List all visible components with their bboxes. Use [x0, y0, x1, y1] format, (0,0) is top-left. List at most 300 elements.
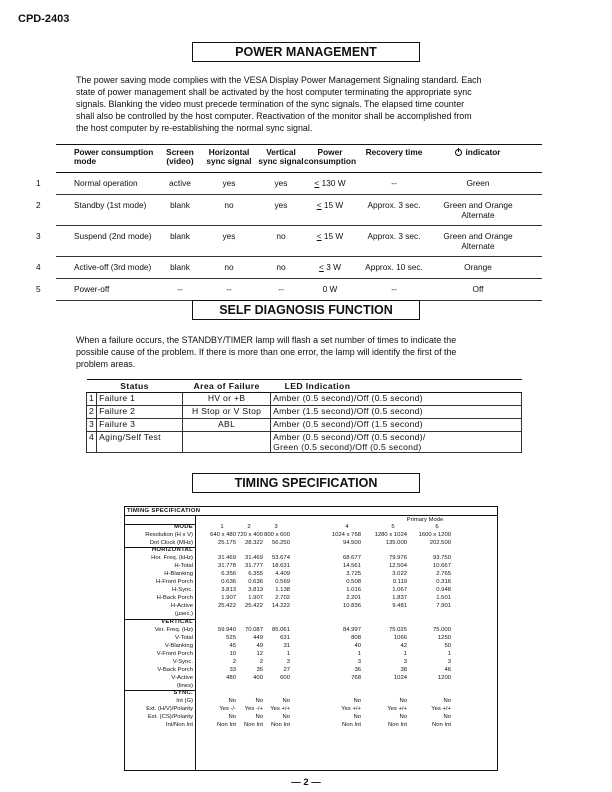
timing-value: 53.674 [271, 555, 290, 562]
timing-value: 75.025 [388, 626, 407, 633]
timing-value: 9.481 [392, 603, 407, 610]
power-table-row [36, 226, 542, 257]
paragraph-line: signals. Blanking the video must precede termination of the sync signals. The elapsed time counter [76, 99, 465, 109]
less-equal-symbol: < [316, 200, 322, 210]
indicator-cell [428, 262, 528, 272]
power-column-header [200, 148, 258, 166]
timing-value: 3 [357, 658, 361, 665]
indicator-line: Off [472, 284, 484, 294]
timing-value: 2 [232, 658, 236, 665]
timing-value: 631 [280, 634, 290, 641]
header-text: sync signal [258, 156, 304, 166]
row-number: 2 [87, 406, 97, 419]
timing-row-label: H-Sync. [172, 587, 193, 594]
timing-row [125, 627, 497, 633]
row-number: 4 [87, 432, 97, 453]
timing-value: 1250 [437, 634, 451, 641]
timing-value: Yes -/+ [244, 706, 263, 713]
timing-value: 31.469 [217, 555, 236, 562]
timing-row-label: MODE [174, 524, 193, 530]
timing-value: 18.631 [271, 563, 290, 570]
timing-value: 1.907 [248, 595, 263, 602]
timing-value: 1 [447, 650, 451, 657]
power-value: 15 W [323, 231, 344, 241]
power-cell [300, 200, 360, 210]
row-number: 3 [36, 231, 41, 241]
timing-value: 449 [253, 634, 263, 641]
self-diagnosis-table [86, 379, 522, 453]
timing-value: 1600 x 1200 [418, 532, 451, 538]
area-cell: HV or +B [183, 393, 271, 406]
timing-value: 36 [354, 666, 361, 673]
timing-specification-title: TIMING SPECIFICATION [192, 473, 420, 493]
timing-value: 14.561 [342, 563, 361, 570]
timing-value: 12.504 [388, 563, 407, 570]
timing-value: 1 [220, 524, 224, 530]
power-value: 130 W [321, 178, 346, 188]
timing-value: 59.940 [217, 626, 236, 633]
hsync-cell: yes [222, 231, 236, 241]
timing-value: 10 [229, 650, 236, 657]
timing-value: 1.837 [392, 595, 407, 602]
indicator-line: Green and Orange [443, 200, 513, 210]
timing-value: 31 [283, 642, 290, 649]
timing-row-label: Ext. (H/V)/Polarity [146, 706, 193, 713]
led-line: Amber (0.5 second)/Off (1.5 second) [273, 419, 423, 429]
timing-row [125, 698, 497, 704]
timing-value: No [353, 714, 361, 721]
timing-value: 5 [391, 524, 395, 530]
timing-value: 1.138 [275, 587, 290, 594]
timing-value: Non Int [388, 722, 407, 729]
indicator-cell [428, 200, 528, 220]
timing-value: No [228, 698, 236, 705]
status-cell: Failure 2 [97, 406, 183, 419]
timing-value: 808 [351, 634, 361, 641]
power-column-header [300, 148, 360, 166]
power-table-row [36, 195, 542, 226]
timing-row-label: H-Back Porch [156, 595, 193, 602]
header-line [158, 157, 202, 166]
timing-value: 0.569 [275, 579, 290, 586]
timing-row [125, 690, 497, 696]
paragraph-line: possible cause of the problem. If there is more than one error, the lamp will identify the first of the [76, 347, 457, 357]
timing-value: 68.677 [342, 555, 361, 562]
timing-row-label: Ext. (CS)/Polarity [147, 714, 193, 721]
indicator-line: Alternate [461, 241, 495, 251]
row-number: 5 [36, 284, 41, 294]
timing-value: 2.201 [346, 595, 361, 602]
hsync-cell: yes [222, 178, 236, 188]
hsync-cell: -- [226, 284, 232, 294]
power-value: 3 W [326, 262, 341, 272]
timing-value: 28.322 [244, 540, 263, 546]
vsync-cell: yes [274, 178, 288, 188]
timing-value: Yes +/+ [270, 706, 290, 713]
timing-row-label: H-Front Porch [156, 579, 193, 586]
timing-value: 400 [253, 674, 263, 681]
less-equal-symbol: < [314, 178, 320, 188]
timing-value: 1066 [393, 634, 407, 641]
timing-value: No [399, 698, 407, 705]
timing-row-label: (lines) [176, 682, 193, 689]
timing-value: 0.636 [221, 579, 236, 586]
self-diagnosis-description [76, 334, 536, 370]
timing-value: 93.750 [432, 555, 451, 562]
led-cell [271, 432, 522, 453]
timing-row-label: Int/Non Int [165, 722, 193, 729]
header-line [358, 148, 430, 157]
timing-value: 1 [357, 650, 361, 657]
led-cell [271, 419, 522, 432]
status-column-header: Status [87, 380, 183, 393]
power-table-row [36, 257, 542, 279]
timing-value: 3.725 [346, 571, 361, 578]
timing-value: Non Int [342, 722, 361, 729]
timing-value: 3.813 [248, 587, 263, 594]
timing-value: 1.067 [392, 587, 407, 594]
timing-value: No [399, 714, 407, 721]
header-text: Recovery time [365, 147, 423, 157]
power-cell [300, 262, 360, 272]
timing-row-label: Ver. Freq. (Hz) [154, 626, 193, 633]
timing-value: 1.016 [346, 587, 361, 594]
timing-value: 10.667 [432, 563, 451, 570]
timing-value: 50 [444, 642, 451, 649]
timing-value: 84.997 [342, 626, 361, 633]
led-line: Amber (0.5 second)/Off (0.5 second)/ [273, 432, 426, 442]
row-number: 1 [36, 178, 41, 188]
mode-cell: Power-off [74, 284, 110, 294]
timing-value: 45 [229, 642, 236, 649]
header-text: Screen [166, 147, 194, 157]
timing-value: 25.175 [217, 540, 236, 546]
row-number: 2 [36, 200, 41, 210]
timing-value: No [443, 698, 451, 705]
timing-value: 6.356 [221, 571, 236, 578]
power-management-table [36, 144, 542, 301]
timing-value: 1200 [437, 674, 451, 681]
timing-row-label: V-Front Porch [156, 650, 193, 657]
timing-value: 0.119 [392, 579, 407, 586]
timing-value: 31.777 [244, 563, 263, 570]
led-line: Green (0.5 second)/Off (0.5 second) [273, 442, 422, 452]
timing-value: 202.500 [429, 540, 451, 546]
timing-value: Non Int [432, 722, 451, 729]
timing-value: 0.316 [436, 579, 451, 586]
timing-value: 6 [435, 524, 439, 530]
timing-value: 0.948 [436, 587, 451, 594]
timing-value: 0.636 [248, 579, 263, 586]
timing-row [125, 659, 497, 665]
timing-value: 10.836 [342, 603, 361, 610]
timing-row-label: VERTICAL [161, 618, 193, 625]
recovery-cell: Approx. 3 sec. [367, 200, 421, 210]
timing-row [125, 706, 497, 712]
power-value: 15 W [323, 200, 344, 210]
header-line [74, 157, 164, 166]
timing-value: 1.907 [221, 595, 236, 602]
timing-value: 2 [247, 524, 251, 530]
timing-value: 768 [351, 674, 361, 681]
timing-row-label: V-Active [171, 674, 193, 681]
timing-row [125, 579, 497, 585]
vsync-cell: yes [274, 200, 288, 210]
timing-value: No [255, 714, 263, 721]
timing-value: 480 [226, 674, 236, 681]
diagnosis-row [87, 406, 522, 419]
header-text: Power consumption [74, 147, 154, 157]
timing-row [125, 651, 497, 657]
timing-value: 1.501 [436, 595, 451, 602]
timing-value: 49 [256, 642, 263, 649]
timing-value: No [353, 698, 361, 705]
timing-row [125, 532, 497, 538]
timing-value: Non Int [217, 722, 236, 729]
timing-value: 2 [259, 658, 263, 665]
timing-row-label: V-Blanking [164, 642, 193, 649]
timing-row-label: H-Total [174, 563, 193, 570]
area-column-header: Area of Failure [183, 380, 271, 393]
timing-value: 3 [274, 524, 278, 530]
timing-value: Non Int [271, 722, 290, 729]
diagnosis-row [87, 419, 522, 432]
timing-value: 3.022 [392, 571, 407, 578]
mode-cell: Normal operation [74, 178, 138, 188]
timing-value: 800 x 600 [264, 532, 290, 538]
status-cell: Aging/Self Test [97, 432, 183, 453]
power-management-title: POWER MANAGEMENT [192, 42, 420, 62]
power-table-row [36, 279, 542, 301]
timing-value: 42 [400, 642, 407, 649]
vsync-cell: no [276, 262, 286, 272]
led-cell [271, 406, 522, 419]
timing-row-label: Dot Clock (MHz) [149, 540, 193, 546]
paragraph-line: shall also be controlled by the host computer. Reactivation of the monitor shall be accomplished from [76, 111, 472, 121]
timing-value: Yes +/+ [387, 706, 407, 713]
timing-row-label: HORIZONTAL [151, 547, 193, 554]
timing-row [125, 667, 497, 673]
row-number: 3 [87, 419, 97, 432]
timing-value: 85.061 [271, 626, 290, 633]
timing-value: 640 x 480 [210, 532, 236, 538]
header-text: (video) [166, 156, 194, 166]
vsync-cell: no [276, 231, 286, 241]
header-text: indicator [465, 147, 501, 157]
timing-value: 3 [403, 658, 407, 665]
timing-row [125, 611, 497, 617]
timing-value: 135.000 [385, 540, 407, 546]
hsync-cell: no [224, 262, 234, 272]
header-line [200, 157, 258, 166]
indicator-line: Alternate [461, 210, 495, 220]
timing-value: 70.087 [244, 626, 263, 633]
timing-value: 3 [447, 658, 451, 665]
timing-value: 33 [229, 666, 236, 673]
timing-value: 2.765 [436, 571, 451, 578]
timing-row [125, 540, 497, 546]
timing-value: 94.500 [342, 540, 361, 546]
power-table-row [36, 173, 542, 195]
power-cell [300, 284, 360, 294]
timing-row [125, 563, 497, 569]
timing-value: 6.355 [248, 571, 263, 578]
timing-value: 38 [400, 666, 407, 673]
indicator-cell [428, 284, 528, 294]
diagnosis-row [87, 393, 522, 406]
timing-value: 720 x 400 [237, 532, 263, 538]
timing-row [125, 722, 497, 728]
timing-value: 1 [403, 650, 407, 657]
timing-row [125, 603, 497, 609]
timing-value: 75.000 [432, 626, 451, 633]
timing-value: 27 [283, 666, 290, 673]
mode-cell: Suspend (2nd mode) [74, 231, 152, 241]
timing-value: Yes -/- [219, 706, 236, 713]
screen-cell: blank [170, 231, 190, 241]
timing-row [125, 619, 497, 625]
timing-row-label: SYNC. [173, 690, 193, 697]
page-number: — 2 — [291, 777, 321, 788]
timing-value: No [228, 714, 236, 721]
hsync-cell: no [224, 200, 234, 210]
timing-value: Non Int [244, 722, 263, 729]
power-column-header [74, 148, 164, 166]
timing-value: 1024 [393, 674, 407, 681]
power-column-header [358, 148, 430, 157]
header-text: consumption [303, 156, 357, 166]
timing-specification-table [124, 506, 498, 771]
recovery-cell: -- [391, 284, 397, 294]
primary-mode-label: Primary Mode [406, 517, 444, 523]
timing-row-label: (µsec.) [174, 611, 193, 618]
timing-value: 7.901 [436, 603, 451, 610]
area-cell: ABL [183, 419, 271, 432]
power-table-header [56, 145, 542, 173]
timing-row [125, 635, 497, 641]
recovery-cell: Approx. 10 sec. [365, 262, 423, 272]
status-cell: Failure 1 [97, 393, 183, 406]
less-equal-symbol: < [316, 231, 322, 241]
header-text: Vertical [266, 147, 296, 157]
screen-cell: blank [170, 262, 190, 272]
recovery-cell: Approx. 3 sec. [367, 231, 421, 241]
header-line [428, 148, 528, 157]
recovery-cell: -- [391, 178, 397, 188]
timing-value: 56.250 [271, 540, 290, 546]
timing-row-label: H-Blanking [164, 571, 193, 578]
power-icon [455, 149, 462, 156]
power-value: 0 W [322, 284, 338, 294]
timing-value: 1280 x 1024 [374, 532, 407, 538]
timing-row [125, 675, 497, 681]
timing-row-label: V-Sync. [172, 658, 193, 665]
timing-row [125, 595, 497, 601]
timing-value: 2.702 [275, 595, 290, 602]
indicator-line: Green [466, 178, 490, 188]
timing-value: Yes +/+ [431, 706, 451, 713]
timing-value: 4 [345, 524, 349, 530]
paragraph-line: The power saving mode complies with the VESA Display Power Management Signaling standard. Each [76, 75, 482, 85]
timing-value: 40 [354, 642, 361, 649]
header-text: Power [317, 147, 343, 157]
timing-value: 79.976 [388, 555, 407, 562]
timing-value: 1 [286, 650, 290, 657]
header-line [300, 157, 360, 166]
timing-value: No [282, 698, 290, 705]
led-column-header: LED Indication [271, 380, 522, 393]
paragraph-line: problem areas. [76, 359, 136, 369]
screen-cell: -- [177, 284, 183, 294]
timing-row [125, 571, 497, 577]
status-cell: Failure 3 [97, 419, 183, 432]
timing-value: 525 [226, 634, 236, 641]
timing-value: 31.778 [217, 563, 236, 570]
self-diagnosis-title: SELF DIAGNOSIS FUNCTION [192, 300, 420, 320]
timing-row [125, 587, 497, 593]
timing-value: 3.813 [221, 587, 236, 594]
screen-cell: active [169, 178, 191, 188]
timing-row-label: H-Active [170, 603, 193, 610]
timing-row [125, 714, 497, 720]
header-text: Horizontal [208, 147, 250, 157]
timing-value: 12 [256, 650, 263, 657]
paragraph-line: state of power management shall be activated by the host computer terminating the appropriate sync [76, 87, 472, 97]
timing-row-label: V-Total [174, 634, 193, 641]
power-column-header [158, 148, 202, 166]
power-management-description [76, 74, 536, 134]
mode-cell: Active-off (3rd mode) [74, 262, 152, 272]
led-cell [271, 393, 522, 406]
timing-value: 31.469 [244, 555, 263, 562]
mode-cell: Standby (1st mode) [74, 200, 147, 210]
timing-value: 1024 x 768 [331, 532, 361, 538]
timing-value: 35 [256, 666, 263, 673]
header-text: sync signal [206, 156, 252, 166]
timing-row-label: Resolution (H x V) [145, 532, 193, 538]
timing-value: Yes +/+ [341, 706, 361, 713]
led-line: Amber (0.5 second)/Off (0.5 second) [273, 393, 423, 403]
timing-value: 4.409 [275, 571, 290, 578]
timing-value: 3 [286, 658, 290, 665]
paragraph-line: When a failure occurs, the STANDBY/TIMER lamp will flash a set number of times to indicate the [76, 335, 457, 345]
timing-table-caption: TIMING SPECIFICATION [127, 508, 201, 514]
row-number: 4 [36, 262, 41, 272]
timing-row [125, 683, 497, 689]
timing-row [125, 524, 497, 530]
timing-row [125, 547, 497, 553]
less-equal-symbol: < [319, 262, 324, 272]
timing-value: 0.508 [346, 579, 361, 586]
timing-value: 25.422 [244, 603, 263, 610]
power-cell [300, 178, 360, 188]
timing-row-label: V-Back Porch [157, 666, 193, 673]
paragraph-line: the host computer by re-establishing the normal sync signal. [76, 123, 313, 133]
timing-row [125, 643, 497, 649]
led-line: Amber (1.5 second)/Off (0.5 second) [273, 406, 423, 416]
timing-value: No [255, 698, 263, 705]
timing-row [125, 555, 497, 561]
power-column-header [428, 148, 528, 157]
timing-value: 600 [280, 674, 290, 681]
timing-value: 46 [444, 666, 451, 673]
indicator-line: Green and Orange [443, 231, 513, 241]
timing-value: 25.422 [217, 603, 236, 610]
screen-cell: blank [170, 200, 190, 210]
diagnosis-row [87, 432, 522, 453]
timing-value: No [282, 714, 290, 721]
row-number: 1 [87, 393, 97, 406]
